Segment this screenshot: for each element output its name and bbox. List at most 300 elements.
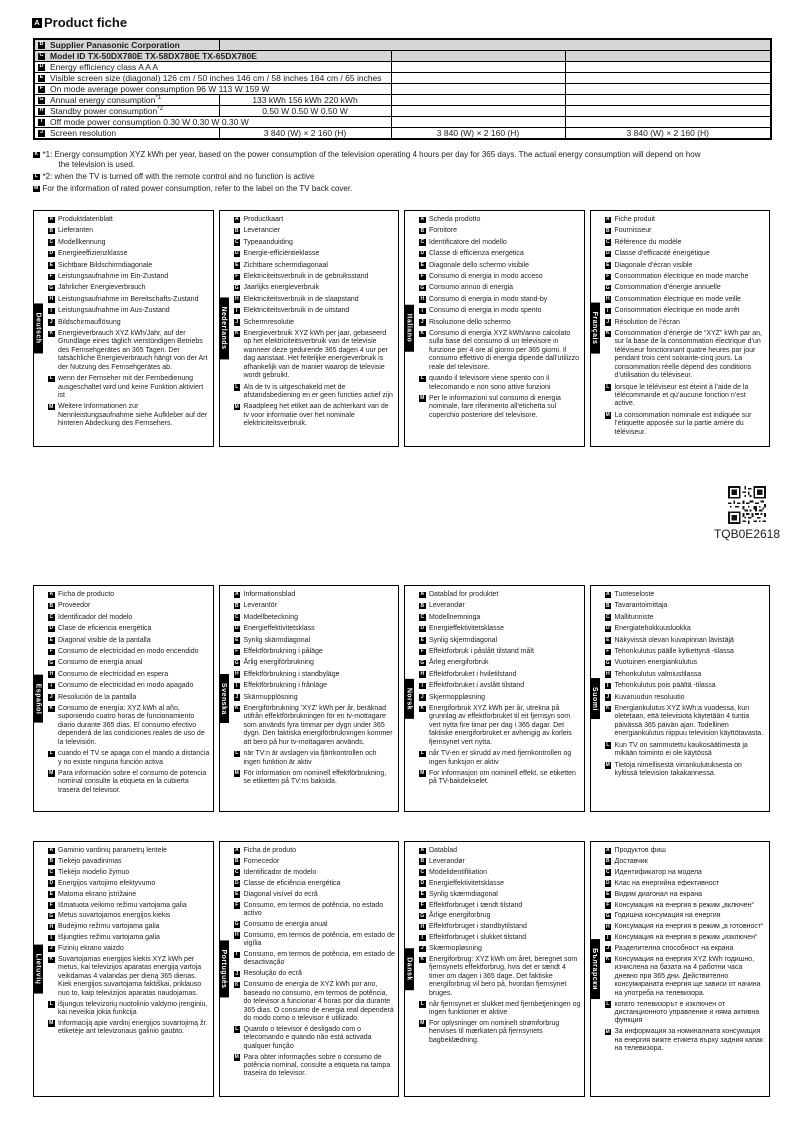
letter-badge: B	[49, 858, 54, 865]
list-item	[48, 1001, 210, 1018]
letter-badge: K	[605, 705, 610, 712]
letter-badge: D	[49, 250, 54, 257]
list-item-text: Mallitunniste	[614, 613, 654, 621]
list-item-text: Synlig skärmdiagonal	[243, 636, 311, 644]
list-item-text: Datablad for produktet	[429, 591, 499, 598]
letter-badge: J	[235, 693, 239, 700]
fiche-label-cell	[34, 95, 219, 106]
letter-badge: H	[420, 671, 425, 678]
list-item	[605, 216, 767, 224]
list-item	[48, 216, 210, 224]
language-item-list	[234, 847, 396, 1079]
fiche-label-text: Energy efficiency class A A A	[50, 61, 159, 72]
list-item-text: Diagonal visible de la pantalla	[58, 636, 151, 644]
letter-badge: G	[234, 659, 239, 666]
list-item	[48, 227, 210, 235]
letter-badge: B	[39, 41, 44, 48]
language-block-9	[33, 841, 214, 1097]
language-block-3	[404, 210, 585, 447]
letter-badge: F	[49, 648, 53, 655]
list-item	[605, 891, 767, 899]
letter-badge: H	[49, 671, 54, 678]
footnote-body	[43, 184, 353, 194]
list-item-text: när TV:n är avslagen via fjärrkontrollen och ingen funktion är aktiv	[243, 750, 377, 766]
letter-badge: H	[605, 671, 610, 678]
list-item-text: Energieffektivitetsklass	[243, 625, 315, 633]
letter-badge: E	[49, 890, 53, 897]
letter-badge: M	[234, 403, 239, 410]
letter-badge: E	[420, 636, 424, 643]
list-item-text: Ficha de produto	[243, 847, 297, 854]
fiche-value-cell	[391, 73, 565, 84]
list-item	[419, 648, 581, 656]
letter-badge: B	[420, 227, 425, 234]
list-item-text: Energieverbrauch XYZ kWh/Jahr, auf der Grundlage eines täglich vierstündigen Betriebs des Fernsehgerätes an 365 Tagen. Der tatsächliche Energieverbrauch hängt von der Art der Nutzung des Fernsehgerätes ab.	[58, 330, 208, 371]
list-item	[419, 1001, 581, 1018]
list-item	[48, 891, 210, 899]
list-item-text: Консумация на енергия в режим „изключен“	[614, 934, 758, 942]
list-item	[234, 637, 396, 645]
list-item	[48, 330, 210, 372]
letter-badge: K	[234, 330, 239, 337]
list-item	[419, 659, 581, 667]
list-item	[605, 912, 767, 920]
list-item	[605, 227, 767, 235]
list-item	[419, 602, 581, 610]
list-item	[419, 1020, 581, 1045]
list-item-text: quando il televisore viene spento con il telecomando e non sono attive funzioni	[429, 375, 551, 391]
letter-badge: G	[49, 659, 54, 666]
letter-badge: D	[49, 879, 54, 886]
letter-badge: A	[49, 847, 54, 854]
list-item-text: Lieferanten	[58, 227, 94, 235]
fiche-value-cell	[391, 62, 565, 73]
list-item	[234, 262, 396, 270]
letter-badge: B	[234, 602, 239, 609]
letter-badge: J	[39, 129, 44, 136]
list-item	[234, 858, 396, 866]
list-item	[234, 970, 396, 978]
letter-badge: F	[235, 648, 239, 655]
letter-badge: F	[235, 901, 239, 908]
letter-badge: B	[234, 858, 239, 865]
title-letter-badge: A	[32, 18, 42, 28]
list-item-text: Consumo de energia anual	[243, 920, 328, 928]
list-item-text: Consumo di energia in modo stand-by	[429, 295, 548, 303]
list-item	[605, 262, 767, 270]
list-item-text: Sichtbare Bildschirmdiagonale	[58, 261, 153, 269]
list-item-text: Informationsblad	[243, 591, 296, 598]
list-item	[234, 981, 396, 1023]
list-item	[419, 625, 581, 633]
list-item	[234, 307, 396, 315]
list-item-text: Clase de eficiencia energética	[58, 625, 152, 633]
letter-badge: A	[234, 847, 239, 854]
list-item-text: Proveedor	[58, 602, 91, 610]
letter-badge: A	[605, 591, 610, 598]
list-item-text: Energiankulutus XYZ kWh:a vuodessa, kun oletetaan, että televisiota käytetään 4 tuntia päivässä 365 päivän ajan. Todellinen energiankulutus riippuu television käyttötavasta.	[614, 705, 764, 738]
list-item	[48, 902, 210, 910]
letter-badge: E	[606, 261, 610, 268]
letter-badge: L	[49, 1000, 53, 1007]
list-item-text: išjungus televizorių nuotolinio valdymo įrenginiu, kai neveikia jokia funkcija	[58, 1000, 208, 1016]
language-block-12	[590, 841, 771, 1097]
list-item-text: För information om nominell effektförbrukning, se etiketten på TV:ns baksida.	[243, 769, 387, 786]
list-item-text: Årleg energiforbruk	[429, 659, 489, 667]
fiche-label-text: Visible screen size (diagonal) 126 cm / 50 inches 146 cm / 58 inches 164 cm / 65 inches	[50, 72, 382, 83]
letter-badge: C	[420, 869, 425, 876]
fiche-row	[34, 106, 771, 117]
fiche-label-cell	[34, 128, 219, 140]
list-item	[48, 858, 210, 866]
letter-badge: K	[49, 705, 54, 712]
letter-badge: L	[606, 383, 610, 390]
list-item	[48, 682, 210, 690]
fiche-cell-content	[38, 129, 216, 138]
list-item	[419, 934, 581, 942]
page-title	[32, 15, 127, 30]
list-item-text: Resolução do ecrã	[243, 970, 302, 978]
list-item-text: Vuotuinen energiankulutus	[614, 659, 698, 667]
letter-badge: D	[605, 250, 610, 257]
list-item	[419, 216, 581, 224]
letter-badge: F	[606, 648, 610, 655]
letter-badge: I	[48, 683, 55, 690]
list-item	[419, 395, 581, 420]
fiche-value-cell	[565, 73, 771, 84]
fiche-cell-content	[38, 85, 388, 94]
list-item	[419, 750, 581, 767]
language-item-list	[605, 591, 767, 778]
list-item-text: Разделителна способност на екрана	[614, 945, 734, 953]
list-item-text: Leverantör	[243, 602, 277, 610]
fiche-value-cell	[565, 95, 771, 106]
list-item	[605, 319, 767, 327]
list-item-text: Effektförbrukning i frånläge	[243, 682, 328, 690]
letter-badge: E	[420, 890, 424, 897]
list-item-text: Näkyvissä olevan kuvapinnan lävistäjä	[614, 636, 734, 644]
fiche-value-cell	[391, 95, 565, 106]
letter-badge: A	[420, 216, 425, 223]
letter-badge: D	[49, 625, 54, 632]
language-block-10	[219, 841, 400, 1097]
list-item-text: Effektförbrukning i påläge	[243, 648, 323, 656]
list-item	[48, 273, 210, 281]
list-item	[234, 902, 396, 919]
language-tab: Lietuvių	[33, 945, 43, 994]
list-item-text: Metus suvartojamos energijos kiekis	[58, 912, 171, 920]
list-item-text: Consommation d’énergie de “XYZ” kWh par an, sur la base de la consommation électrique d’un téléviseur fonctionnant quatre heures par jour pendant trois cent soixante-cinq jours. La consommation réelle dépend des conditions d’utilisation du téléviseur.	[614, 330, 762, 380]
letter-badge: C	[39, 52, 44, 59]
list-item	[48, 375, 210, 400]
letter-badge: H	[605, 923, 610, 930]
list-item-text: Energie-efficiëntieklasse	[243, 250, 320, 258]
letter-badge: J	[235, 318, 239, 325]
letter-badge: D	[234, 250, 239, 257]
language-tab: Italiano	[404, 305, 414, 352]
letter-badge: E	[420, 261, 424, 268]
list-item-text: Tehonkulutus päälle kytkettynä -tilassa	[614, 648, 734, 656]
list-item-text: Modellbeteckning	[243, 613, 298, 621]
letter-badge: D	[234, 879, 239, 886]
list-item	[605, 1028, 767, 1053]
list-item	[419, 912, 581, 920]
list-item-text: Scheda prodotto	[429, 216, 481, 223]
fiche-label-text: On mode average power consumption 96 W 113 W 159 W	[50, 83, 270, 94]
list-item	[234, 216, 396, 224]
list-item	[234, 682, 396, 690]
letter-badge: E	[49, 636, 53, 643]
list-item-text: Fornitore	[429, 227, 458, 235]
list-item	[605, 250, 767, 258]
list-item-text: Tiekėjo pavadinimas	[58, 857, 122, 865]
letter-badge: H	[39, 107, 44, 114]
list-item	[419, 319, 581, 327]
letter-badge: K	[605, 330, 610, 337]
letter-badge: E	[235, 890, 239, 897]
language-blocks-row-1	[33, 210, 770, 447]
language-item-list	[419, 591, 581, 787]
list-item-text: Classe d’efficacité énergétique	[614, 250, 710, 258]
list-item-text: Effektforbruget i standbytilstand	[429, 923, 527, 931]
letter-badge: F	[606, 273, 610, 280]
fiche-cell-content	[38, 107, 216, 116]
letter-badge: J	[49, 318, 53, 325]
list-item-text: Diagonal visível do ecrã	[243, 890, 318, 898]
list-item-text: Energiforbrug: XYZ kWh om året, beregnet som fjernsynets effektforbrug, hvis det er tændt 4 timer om dagen i 365 dage. Det faktiske energiforbrug vil bero på, hvordan fjernsynet bruges.	[429, 956, 578, 997]
letter-badge: J	[606, 945, 610, 952]
list-item-text: Effektförbrukning i standbyläge	[243, 670, 340, 678]
list-item-text: Identificador de modelo	[243, 868, 317, 876]
list-item	[234, 1026, 396, 1051]
letter-badge: D	[420, 879, 425, 886]
letter-badge: C	[234, 869, 239, 876]
letter-badge: I	[234, 308, 241, 315]
list-item-text: Energieverbruik XYZ kWh per jaar, gebaseerd op het elektriciteitsverbruik van de televisie wanneer deze gedurende 365 dagen 4 uur per dag aanstaat. Het feitelijke energieverbruik is afhankelijk van de manier waarop de televisie wordt gebruikt.	[243, 330, 388, 380]
list-item	[48, 847, 210, 855]
letter-badge: C	[49, 869, 54, 876]
letter-badge: J	[49, 945, 53, 952]
letter-badge: E	[39, 74, 44, 81]
letter-badge: I	[38, 119, 45, 126]
list-item	[234, 239, 396, 247]
list-item	[48, 296, 210, 304]
fiche-value-cell	[219, 39, 771, 51]
list-item-text: Typeaanduiding	[243, 238, 293, 246]
language-item-list	[48, 591, 210, 795]
list-item	[419, 956, 581, 998]
list-item	[605, 956, 767, 998]
list-item-text: Fiche produit	[614, 216, 655, 223]
letter-badge: L	[235, 383, 239, 390]
list-item	[605, 239, 767, 247]
list-item	[48, 319, 210, 327]
list-item	[419, 330, 581, 372]
list-item-text: Energieffektivitetsklasse	[429, 625, 504, 633]
list-item-text: Informaciją apie vardinį energijos suvartojimą žr. etiketėje ant televizoriaus galinio gaubto.	[58, 1019, 208, 1036]
list-item	[605, 307, 767, 315]
letter-badge: L	[420, 1000, 424, 1007]
list-item-text: Identificador del modelo	[58, 613, 133, 621]
list-item-text: Effektforbruket i hviletilstand	[429, 670, 517, 678]
list-item	[48, 671, 210, 679]
list-item-text: Consumo de energia de XYZ kWh por ano, baseado no consumo, em termos de potência, do televisor a funcionar 4 horas por dia durante 365 dias. O consumo de energia real dependerá do modo como o televisor é utilizado.	[243, 981, 394, 1022]
list-item	[48, 770, 210, 795]
letter-badge: A	[605, 216, 610, 223]
language-tab: Български	[590, 939, 600, 999]
list-item	[419, 262, 581, 270]
letter-badge: E	[606, 636, 610, 643]
list-item	[605, 591, 767, 599]
language-tab: Dansk	[404, 948, 414, 990]
list-item	[419, 239, 581, 247]
list-item	[605, 648, 767, 656]
list-item	[419, 847, 581, 855]
fiche-row	[34, 95, 771, 106]
list-item-text: Energiforbruk XYZ kWh per år, utrekna på grunnlag av effektforbruket til eit fjernsyn som vert nytta fire timar per dag i 365 dagar. Det faktiske energiforbruket er avhengig av korleis fjernsynet vert nytta.	[429, 705, 572, 746]
language-item-list	[48, 216, 210, 429]
list-item	[234, 880, 396, 888]
fiche-value-cell	[391, 51, 565, 62]
list-item	[48, 239, 210, 247]
page-title-text: Product fiche	[44, 15, 128, 30]
list-item-text: Consumo di energia in modo acceso	[429, 273, 543, 281]
letter-badge: M	[234, 1053, 239, 1060]
list-item	[48, 648, 210, 656]
list-item	[234, 770, 396, 787]
list-item-text: Kun TV on sammutettu kaukosäätimestä ja mikään toiminto ei ole käytössä	[614, 741, 748, 758]
letter-badge: L	[235, 750, 239, 757]
list-item-text: Tehonkulutus valmiustilassa	[614, 670, 702, 678]
list-item-text: Išjungties režimu vartojama galia	[58, 934, 160, 942]
footnote-text: *2: when the TV is turned off with the remote control and no function is active	[42, 172, 315, 181]
letter-badge: C	[49, 239, 54, 246]
letter-badge: A	[49, 216, 54, 223]
letter-badge: F	[420, 901, 424, 908]
language-block-11	[404, 841, 585, 1097]
list-item-text: Skærmopløsning	[429, 945, 482, 953]
letter-badge: G	[420, 659, 425, 666]
fiche-cell-content	[38, 118, 388, 127]
qr-code-label: TQB0E2618	[713, 527, 781, 541]
list-item-text: Leverandør	[429, 602, 465, 610]
letter-badge: G	[605, 912, 610, 919]
fiche-label-cell	[34, 51, 391, 62]
letter-badge: M	[605, 411, 610, 418]
letter-badge: H	[234, 296, 239, 303]
letter-badge: I	[48, 935, 55, 942]
letter-badge: D	[420, 250, 425, 257]
list-item-text: Elektriciteitsverbruik in de gebruiksstand	[243, 273, 369, 281]
list-item-text: når TV-en er skrudd av med fjernkontrollen og ingen funksjon er aktiv	[429, 750, 572, 766]
list-item	[48, 637, 210, 645]
letter-badge: G	[234, 284, 239, 291]
letter-badge: F	[235, 273, 239, 280]
list-item-text: Jährlicher Energieverbrauch	[58, 284, 146, 292]
letter-badge: E	[49, 261, 53, 268]
language-block-2	[219, 210, 400, 447]
list-item	[234, 869, 396, 877]
letter-badge: L	[235, 1026, 239, 1033]
list-item-text: Продуктов фиш	[614, 847, 666, 854]
list-item-text: Tuoteseloste	[614, 591, 655, 598]
list-item	[605, 705, 767, 739]
list-item	[605, 694, 767, 702]
letter-badge: F	[420, 648, 424, 655]
list-item-text: wenn der Fernseher mit der Fernbedienung ausgeschaltet wird und keine Funktion aktiviert ist	[58, 375, 204, 399]
letter-badge: H	[420, 296, 425, 303]
letter-badge: D	[234, 625, 239, 632]
list-item	[419, 284, 581, 292]
language-tab: Nederlands	[219, 298, 229, 359]
list-item	[605, 412, 767, 437]
letter-badge: K	[420, 705, 425, 712]
language-block-6	[219, 585, 400, 812]
list-item	[234, 891, 396, 899]
list-item	[419, 945, 581, 953]
list-item-text: Diagonale d’écran visible	[614, 261, 693, 269]
letter-badge: K	[420, 956, 425, 963]
letter-badge: E	[235, 261, 239, 268]
letter-badge: G	[234, 921, 239, 928]
footnote-marker: *2	[157, 105, 163, 112]
list-item-text: Consommation d’énergie annuelle	[614, 284, 721, 292]
letter-badge: A	[234, 591, 239, 598]
letter-badge: C	[420, 239, 425, 246]
list-item	[419, 923, 581, 931]
list-item	[48, 307, 210, 315]
list-item-text: Als de tv is uitgeschakeld met de afstandsbediening en er geen functies actief zijn	[243, 383, 393, 399]
list-item-text: Kuvaruudun resoluutio	[614, 693, 685, 701]
letter-badge: I	[234, 683, 241, 690]
language-block-4	[590, 210, 771, 447]
list-item-text: Skärmupplösning	[243, 693, 298, 701]
letter-badge: I	[605, 683, 612, 690]
list-item-text: Resolución de la pantalla	[58, 693, 137, 701]
list-item-text: Weitere Informationen zur Nennleistungsaufnahme siehe Aufkleber auf der hinteren Abdeckung des Fernsehers.	[58, 403, 208, 428]
fiche-label-text: Screen resolution	[50, 127, 117, 138]
fiche-cell-content	[38, 63, 388, 72]
list-item-text: Leistungsaufnahme im Bereitschafts-Zustand	[58, 295, 199, 303]
footnotes	[33, 150, 773, 196]
letter-badge: I	[234, 952, 241, 959]
list-item-text: Leverandør	[429, 857, 465, 865]
list-item	[48, 945, 210, 953]
list-item-text: Išmatuota veikimo režimu vartojama galia	[58, 901, 187, 909]
list-item-text: Consumo, em termos de potência, em estado de desactivação	[243, 951, 395, 967]
list-item	[419, 227, 581, 235]
letter-badge: C	[234, 239, 239, 246]
list-item	[419, 307, 581, 315]
language-tab: Norsk	[404, 678, 414, 718]
letter-badge: M	[234, 770, 239, 777]
list-item	[419, 375, 581, 392]
letter-badge: K	[49, 956, 54, 963]
list-item	[234, 648, 396, 656]
list-item-text: Quando o televisor é desligado com o telecomando e quando não está activada qualquer função	[243, 1025, 372, 1050]
footnote-text: *1: Energy consumption XYZ kWh per year, based on the power consumption of the television operating 4 hours per day for 365 days. The actual energy consumption will depend on how	[42, 150, 701, 159]
list-item	[605, 273, 767, 281]
list-item	[48, 694, 210, 702]
list-item-text: Effektforbruket i avslått tilstand	[429, 682, 525, 690]
list-item-text: Matoma ekrano įstrižainė	[58, 890, 137, 898]
list-item	[234, 384, 396, 401]
letter-badge: F	[49, 901, 53, 908]
list-item	[48, 403, 210, 428]
fiche-value-cell: 3 840 (W) × 2 160 (H)	[565, 128, 771, 140]
letter-badge: F	[39, 85, 44, 92]
list-item-text: Risoluzione dello schermo	[429, 318, 511, 326]
